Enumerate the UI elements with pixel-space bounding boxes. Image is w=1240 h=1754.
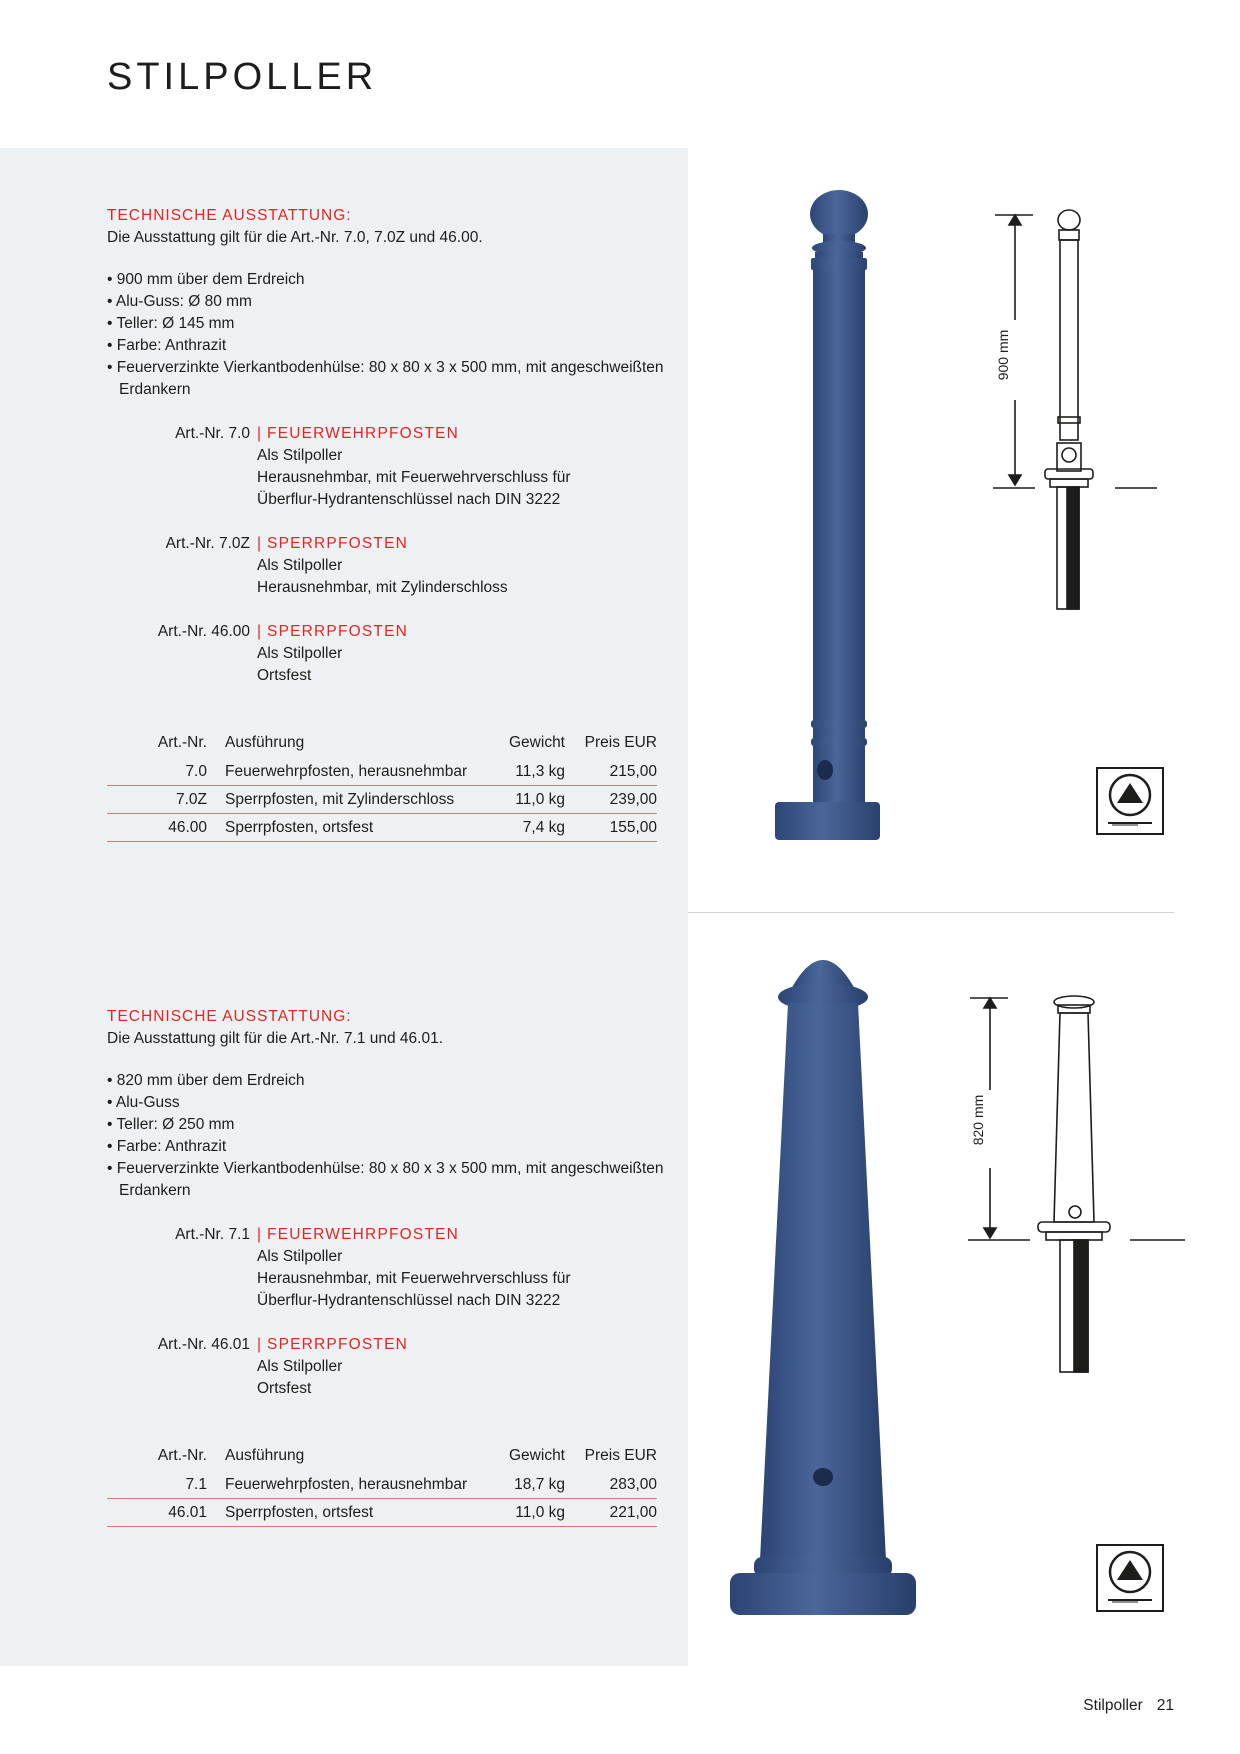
cell: Feuerwehrpfosten, herausnehmbar [225,763,468,780]
hydrant-key-badge [1096,1544,1164,1612]
section-divider [688,912,1174,913]
technical-drawing-820 [960,990,1190,1410]
article-line: Herausnehmbar, mit Feuerwehrverschluss für [257,1270,571,1287]
col-header: Preis EUR [584,1447,657,1464]
col-header: Ausführung [225,1447,305,1464]
cell: 46.01 [168,1504,207,1521]
col-header: Gewicht [509,1447,565,1464]
spec-item: • Farbe: Anthrazit [107,1138,227,1155]
spec-item: • Teller: Ø 145 mm [107,315,235,332]
article-7-1: Art.-Nr. 7.1 | FEUERWEHRPFOSTEN Als Stilpoller Herausnehmbar, mit Feuerwehrverschluss für Überflur-Hydrantenschlüssel nach DIN 3222 [107,1224,667,1312]
cell: 18,7 kg [514,1476,565,1493]
dimension-label: 820 mm [970,1094,986,1146]
article-number: Art.-Nr. 46.00 [157,623,250,640]
section-stilpoller-820 [107,1006,667,1527]
cell: 11,0 kg [515,1504,565,1521]
spec-item: • 900 mm über dem Erdreich [107,271,305,288]
spec-item: • Alu-Guss [107,1094,180,1111]
technical-drawing-900 [985,205,1165,635]
table-header-row [107,1442,657,1471]
spec-item: • Farbe: Anthrazit [107,337,227,354]
price-table [107,1442,657,1527]
cell: Sperrpfosten, ortsfest [225,1504,374,1521]
article-line: Als Stilpoller [257,645,343,662]
spec-item: • Feuerverzinkte Vierkantbodenhülse: 80 x 80 x 3 x 500 mm, mit angeschweißten Erdankern [107,359,664,398]
article-46-01: Art.-Nr. 46.01 | SPERRPFOSTEN Als Stilpoller Ortsfest [107,1334,667,1400]
article-line: Als Stilpoller [257,557,343,574]
table-row [107,786,657,814]
article-name: FEUERWEHRPFOSTEN [267,425,460,442]
article-line: Herausnehmbar, mit Feuerwehrverschluss für [257,469,571,486]
cell: Sperrpfosten, ortsfest [225,819,374,836]
page-number: 21 [1156,1697,1174,1714]
cell: 221,00 [609,1504,657,1521]
cell: Sperrpfosten, mit Zylinderschloss [225,791,455,808]
article-name: SPERRPFOSTEN [267,1336,409,1353]
bollard-photo-conical [728,945,918,1645]
cell: 7.0Z [175,791,207,808]
col-header: Art.-Nr. [157,734,207,751]
article-name: SPERRPFOSTEN [267,623,409,640]
article-line: Überflur-Hydrantenschlüssel nach DIN 3222 [257,491,561,508]
section-intro: Die Ausstattung gilt für die Art.-Nr. 7.1 und 46.01. [107,1030,444,1047]
article-7-0: Art.-Nr. 7.0 | FEUERWEHRPFOSTEN Als Stilpoller Herausnehmbar, mit Feuerwehrverschluss für Überflur-Hydrantenschlüssel nach DIN 3222 [107,423,667,511]
spec-list [107,269,667,401]
col-header: Ausführung [225,734,305,751]
section-heading: TECHNISCHE AUSSTATTUNG: [107,1008,352,1025]
hydrant-key-badge [1096,767,1164,835]
cell: 215,00 [609,763,657,780]
article-number: Art.-Nr. 7.0 [175,425,250,442]
footer-label: Stilpoller [1083,1697,1143,1714]
col-header: Gewicht [509,734,565,751]
spec-item: • Teller: Ø 250 mm [107,1116,235,1133]
table-row [107,1499,657,1527]
bollard-photo-slim [775,190,905,845]
article-name: SPERRPFOSTEN [267,535,409,552]
article-number: Art.-Nr. 46.01 [157,1336,250,1353]
cell: 7.0 [185,763,207,780]
col-header: Preis EUR [584,734,657,751]
hydrant-triangle-icon [1098,1546,1162,1610]
article-line: Überflur-Hydrantenschlüssel nach DIN 3222 [257,1292,561,1309]
section-intro: Die Ausstattung gilt für die Art.-Nr. 7.0, 7.0Z und 46.00. [107,229,483,246]
table-row [107,1471,657,1499]
cell: Feuerwehrpfosten, herausnehmbar [225,1476,468,1493]
page-footer [1083,1697,1174,1715]
cell: 7,4 kg [522,819,565,836]
dimension-label: 900 mm [995,329,1011,381]
article-line: Ortsfest [257,1380,312,1397]
article-line: Herausnehmbar, mit Zylinderschloss [257,579,508,596]
article-line: Als Stilpoller [257,1358,343,1375]
spec-item: • 820 mm über dem Erdreich [107,1072,305,1089]
article-46-00: Art.-Nr. 46.00 | SPERRPFOSTEN Als Stilpoller Ortsfest [107,621,667,687]
article-number: Art.-Nr. 7.1 [175,1226,250,1243]
cell: 239,00 [609,791,657,808]
cell: 11,3 kg [515,763,565,780]
cell: 283,00 [609,1476,657,1493]
article-line: Als Stilpoller [257,447,343,464]
table-row [107,758,657,786]
article-number: Art.-Nr. 7.0Z [165,535,250,552]
cell: 46.00 [168,819,207,836]
cell: 7.1 [185,1476,207,1493]
article-name: FEUERWEHRPFOSTEN [267,1226,460,1243]
section-heading: TECHNISCHE AUSSTATTUNG: [107,207,352,224]
col-header: Art.-Nr. [157,1447,207,1464]
section-stilpoller-900 [107,205,667,842]
spec-item: • Alu-Guss: Ø 80 mm [107,293,252,310]
price-table [107,729,657,842]
article-line: Ortsfest [257,667,312,684]
article-line: Als Stilpoller [257,1248,343,1265]
table-header-row [107,729,657,758]
hydrant-triangle-icon [1098,769,1162,833]
cell: 155,00 [609,819,657,836]
spec-item: • Feuerverzinkte Vierkantbodenhülse: 80 x 80 x 3 x 500 mm, mit angeschweißten Erdankern [107,1160,664,1199]
cell: 11,0 kg [515,791,565,808]
spec-list [107,1070,667,1202]
article-7-0z: Art.-Nr. 7.0Z | SPERRPFOSTEN Als Stilpoller Herausnehmbar, mit Zylinderschloss [107,533,667,599]
table-row [107,814,657,842]
page-title: STILPOLLER [107,56,378,98]
